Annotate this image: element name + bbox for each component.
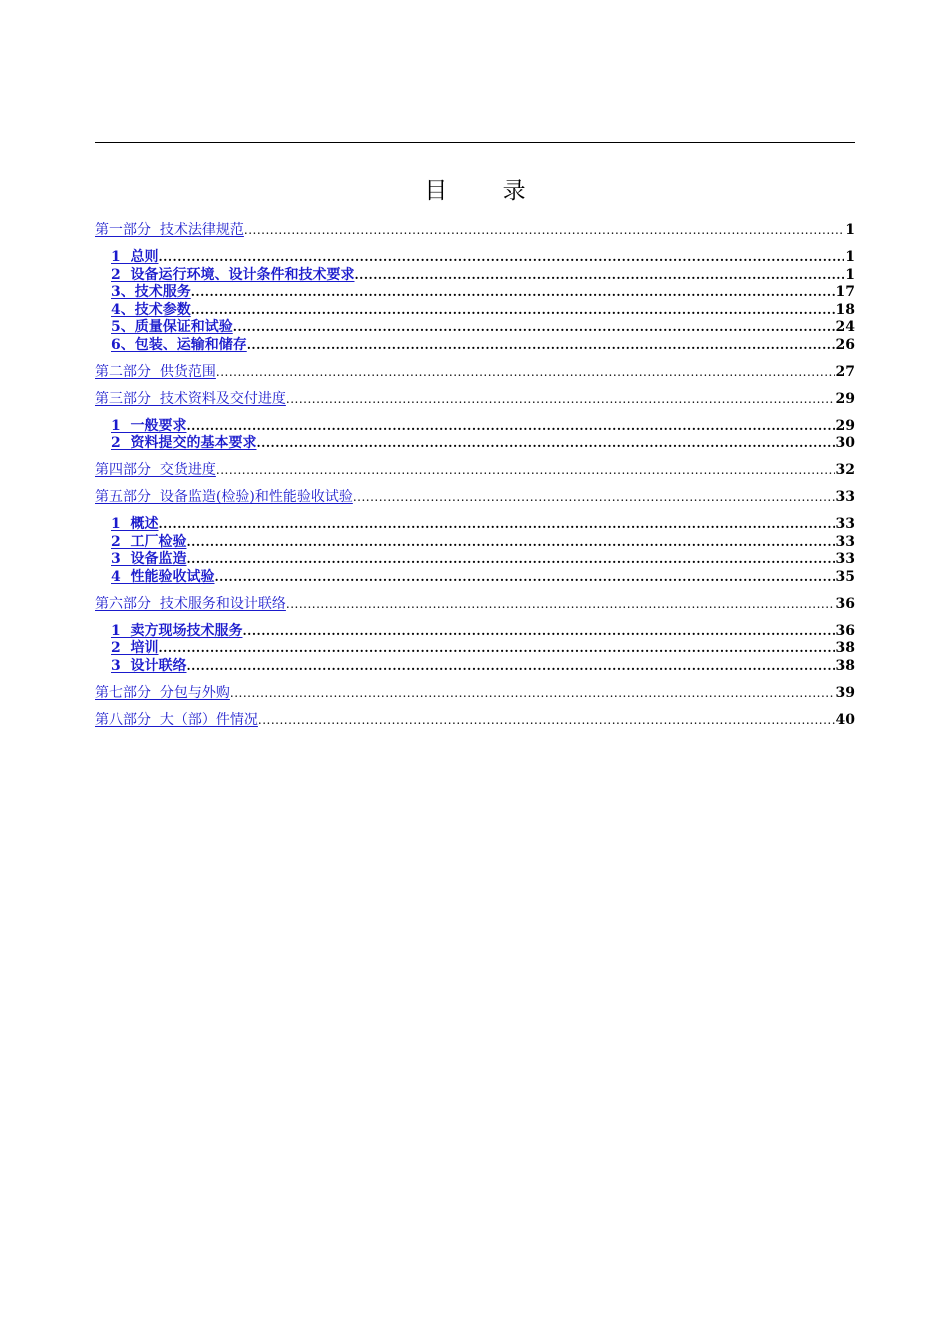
toc-entry-label[interactable]: 2 设备运行环境、设计条件和技术要求: [111, 266, 355, 283]
toc-entry-label[interactable]: 第八部分 大（部）件情况: [95, 711, 258, 728]
toc-dot-leader: [243, 623, 835, 641]
toc-entry-label[interactable]: 6、包装、运输和储存: [111, 336, 247, 353]
toc-entry-label[interactable]: 3 设备监造: [111, 551, 187, 567]
toc-section-link[interactable]: [95, 658, 855, 676]
toc-page-number: 33: [835, 551, 855, 567]
header-rule: [95, 142, 855, 143]
toc-dot-leader: [187, 658, 835, 676]
toc-dot-leader: [191, 284, 835, 302]
toc-section-link[interactable]: [95, 302, 855, 320]
toc-page-number: 38: [835, 657, 855, 674]
toc-entry-label[interactable]: 第一部分 技术法律规范: [95, 222, 244, 238]
toc-page-number: 33: [835, 533, 855, 550]
toc-dot-leader: [159, 640, 835, 658]
toc-dot-leader: [286, 391, 835, 409]
toc-section-link[interactable]: [95, 249, 855, 267]
toc-entry-label[interactable]: 第四部分 交货进度: [95, 462, 216, 478]
toc-page-number: 33: [835, 489, 855, 505]
toc-part-link[interactable]: [95, 364, 855, 382]
toc-section-link[interactable]: [95, 418, 855, 436]
toc-entry-label[interactable]: 4 性能验收试验: [111, 568, 215, 585]
toc-entry-label[interactable]: 1 一般要求: [111, 417, 187, 434]
toc-dot-leader: [258, 712, 835, 730]
toc-page-number: 24: [835, 319, 855, 335]
toc-part-link[interactable]: [95, 685, 855, 703]
toc-entry-label[interactable]: 1 概述: [111, 516, 159, 532]
toc-page-number: 38: [835, 640, 855, 656]
toc-entry-label[interactable]: 5、质量保证和试验: [111, 319, 233, 335]
toc-section-link[interactable]: [95, 319, 855, 337]
toc-page-number: 32: [835, 462, 855, 478]
toc-page-number: 26: [835, 336, 855, 353]
toc-page-number: 1: [845, 249, 855, 265]
toc-page-number: 1: [845, 222, 855, 238]
toc-section-link[interactable]: [95, 337, 855, 355]
toc-entry-label[interactable]: 3 设计联络: [111, 657, 187, 674]
toc-page-number: 30: [835, 435, 855, 451]
toc-page-number: 27: [835, 363, 855, 380]
toc-section-link[interactable]: [95, 284, 855, 302]
toc-dot-leader: [159, 516, 835, 534]
toc-section-link[interactable]: [95, 623, 855, 641]
toc-page-number: 33: [835, 516, 855, 532]
toc-dot-leader: [230, 685, 835, 703]
toc-part-link[interactable]: [95, 596, 855, 614]
page-title: 目 录: [424, 178, 550, 204]
toc-page-number: 17: [835, 284, 855, 300]
toc-dot-leader: [353, 489, 835, 507]
toc-entry-label[interactable]: 4、技术参数: [111, 301, 191, 318]
toc-dot-leader: [187, 551, 835, 569]
toc-part-link[interactable]: [95, 712, 855, 730]
toc-entry-label[interactable]: 1 总则: [111, 249, 159, 265]
toc-entry-label[interactable]: 2 工厂检验: [111, 533, 187, 550]
toc-section-link[interactable]: [95, 435, 855, 453]
toc-page-number: 35: [835, 568, 855, 585]
toc-entry-label[interactable]: 2 培训: [111, 640, 159, 656]
toc-page-number: 36: [835, 622, 855, 639]
toc-section-link[interactable]: [95, 551, 855, 569]
toc-page-number: 1: [845, 266, 855, 283]
toc-entry-label[interactable]: 第三部分 技术资料及交付进度: [95, 390, 286, 407]
toc-dot-leader: [286, 596, 835, 614]
toc-section-link[interactable]: [95, 534, 855, 552]
toc-entry-label[interactable]: 第六部分 技术服务和设计联络: [95, 595, 286, 612]
toc-dot-leader: [187, 418, 835, 436]
toc-entry-label[interactable]: 2 资料提交的基本要求: [111, 435, 257, 451]
toc-page-number: 18: [835, 301, 855, 318]
toc-section-link[interactable]: [95, 640, 855, 658]
toc-entry-label[interactable]: 第五部分 设备监造(检验)和性能验收试验: [95, 489, 353, 505]
toc-part-link[interactable]: [95, 489, 855, 507]
toc-part-link[interactable]: [95, 391, 855, 409]
toc-entry-label[interactable]: 1 卖方现场技术服务: [111, 622, 243, 639]
toc-page-number: 29: [835, 390, 855, 407]
toc-dot-leader: [187, 534, 835, 552]
toc-dot-leader: [159, 249, 845, 267]
toc-dot-leader: [244, 222, 844, 240]
toc-entry-label[interactable]: 第二部分 供货范围: [95, 363, 216, 380]
toc-part-link[interactable]: [95, 222, 855, 240]
toc-page-number: 40: [835, 711, 855, 728]
toc-dot-leader: [247, 337, 835, 355]
toc-dot-leader: [191, 302, 835, 320]
toc-dot-leader: [233, 319, 835, 337]
toc-dot-leader: [216, 462, 835, 480]
toc-entry-label[interactable]: 第七部分 分包与外购: [95, 684, 230, 701]
toc-dot-leader: [216, 364, 835, 382]
toc-dot-leader: [257, 435, 835, 453]
toc-section-link[interactable]: [95, 569, 855, 587]
toc-section-link[interactable]: [95, 516, 855, 534]
toc-dot-leader: [355, 267, 845, 285]
toc-page-number: 39: [835, 684, 855, 701]
toc-entry-label[interactable]: 3、技术服务: [111, 284, 191, 300]
toc-page-number: 36: [835, 595, 855, 612]
toc-page-number: 29: [835, 417, 855, 434]
toc-part-link[interactable]: [95, 462, 855, 480]
toc-dot-leader: [215, 569, 835, 587]
table-of-contents: [95, 222, 855, 729]
toc-section-link[interactable]: [95, 267, 855, 285]
